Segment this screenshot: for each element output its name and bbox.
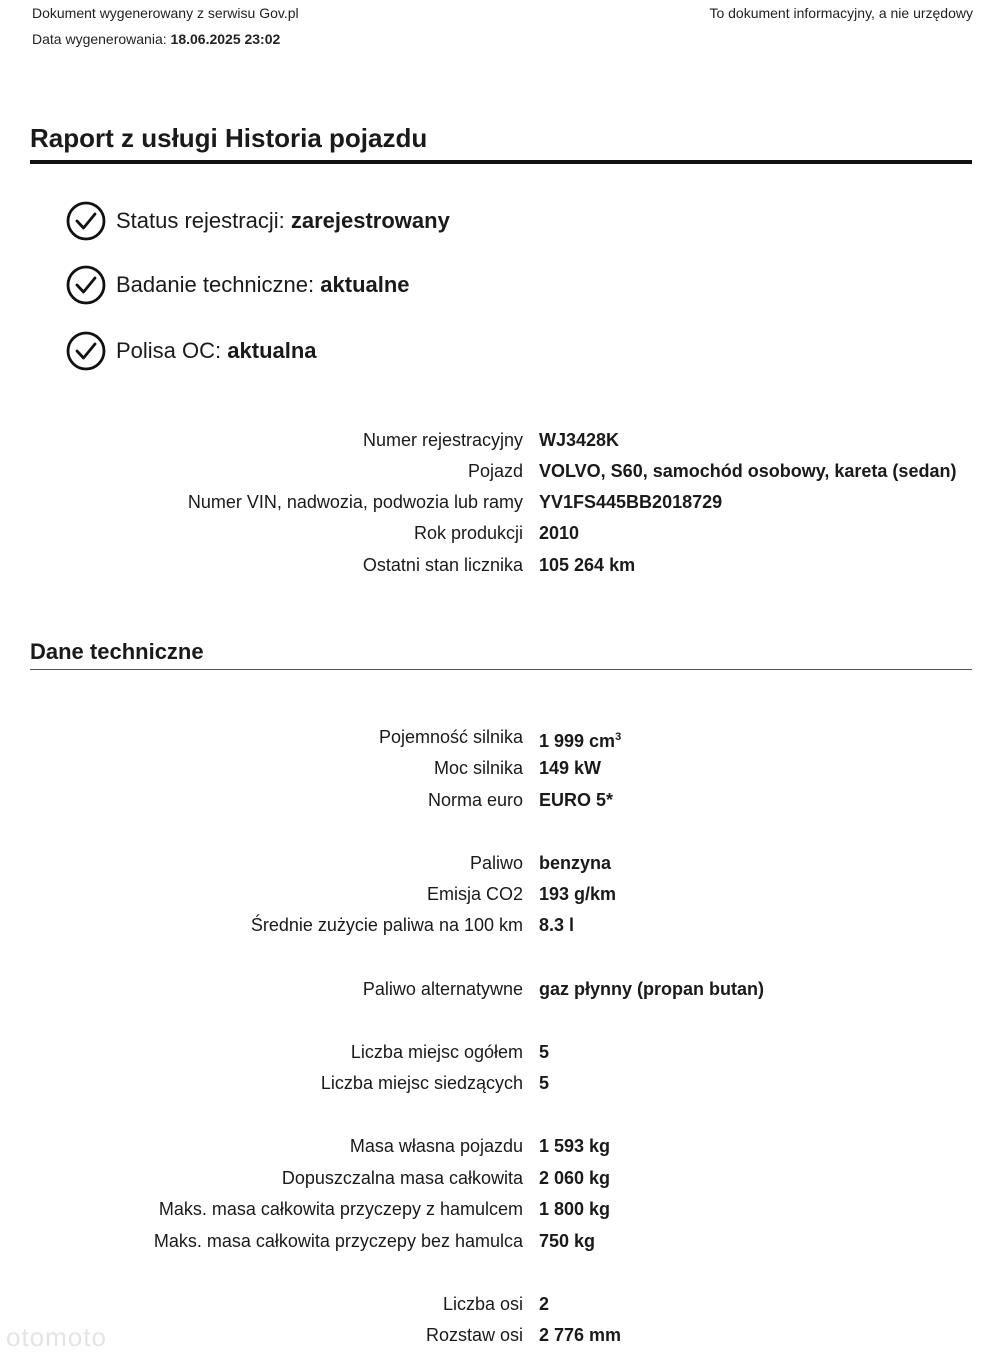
row-value: 5 xyxy=(539,1042,550,1062)
generated-date xyxy=(32,31,280,47)
row-label: Norma euro xyxy=(427,790,523,810)
row-value: 2 xyxy=(539,1294,550,1314)
status-text xyxy=(116,208,450,234)
page-title: Raport z usługi Historia pojazdu xyxy=(30,122,972,164)
tech-row-seats-total xyxy=(0,1038,998,1066)
row-label: Liczba miejsc ogółem xyxy=(350,1042,523,1062)
tech-row-alt-fuel xyxy=(0,975,998,1003)
capacity-superscript: 3 xyxy=(615,731,622,743)
row-value: 193 g/km xyxy=(539,884,617,904)
summary-row-odometer xyxy=(0,551,998,579)
summary-row-vehicle xyxy=(0,457,998,485)
row-value: YV1FS445BB2018729 xyxy=(539,492,723,512)
check-circle-icon xyxy=(66,201,106,241)
row-value: benzyna xyxy=(539,853,612,873)
row-label: Maks. masa całkowita przyczepy bez hamulca xyxy=(153,1231,523,1251)
status-text xyxy=(116,272,410,298)
status-value: aktualna xyxy=(227,338,317,363)
informational-notice: To dokument informacyjny, a nie urzędowy xyxy=(709,5,973,21)
tech-row-seats-sitting xyxy=(0,1069,998,1097)
status-value: aktualne xyxy=(320,272,410,297)
capacity-number: 1 999 cm xyxy=(539,731,616,751)
row-label: Numer VIN, nadwozia, podwozia lub ramy xyxy=(187,492,523,512)
row-label: Pojazd xyxy=(467,461,523,481)
tech-row-power xyxy=(0,754,998,782)
tech-row-curb-weight xyxy=(0,1132,998,1160)
row-label: Moc silnika xyxy=(433,758,523,778)
generated-date-value: 18.06.2025 23:02 xyxy=(170,31,281,47)
row-label: Maks. masa całkowita przyczepy z hamulcem xyxy=(158,1199,523,1219)
row-value: 2 060 kg xyxy=(539,1168,611,1188)
check-circle-icon xyxy=(66,331,106,371)
status-inspection xyxy=(66,265,410,305)
tech-row-wheelbase xyxy=(0,1321,998,1349)
row-value: 5 xyxy=(539,1073,550,1093)
tech-row-trailer-braked xyxy=(0,1195,998,1223)
tech-row-trailer-unbraked xyxy=(0,1227,998,1255)
row-label: Paliwo xyxy=(469,853,523,873)
row-value: 149 kW xyxy=(539,758,602,778)
row-value: 750 kg xyxy=(539,1231,596,1251)
summary-row-registration xyxy=(0,426,998,454)
tech-row-fuel xyxy=(0,849,998,877)
status-label: Status rejestracji: xyxy=(116,208,285,233)
row-label: Średnie zużycie paliwa na 100 km xyxy=(250,915,523,935)
row-value xyxy=(539,723,621,755)
row-label: Emisja CO2 xyxy=(426,884,523,904)
check-circle-icon xyxy=(66,265,106,305)
tech-row-co2 xyxy=(0,880,998,908)
generated-date-label: Data wygenerowania: xyxy=(32,31,167,47)
section-title-technical: Dane techniczne xyxy=(30,638,972,670)
tech-row-gross-weight xyxy=(0,1164,998,1192)
status-text xyxy=(116,338,317,364)
row-value: 1 593 kg xyxy=(539,1136,611,1156)
row-label: Pojemność silnika xyxy=(378,727,523,747)
row-label: Dopuszczalna masa całkowita xyxy=(281,1168,523,1188)
row-value: VOLVO, S60, samochód osobowy, kareta (sedan) xyxy=(539,461,957,481)
row-label: Paliwo alternatywne xyxy=(362,979,523,999)
summary-row-year xyxy=(0,519,998,547)
row-label: Numer rejestracyjny xyxy=(362,430,523,450)
source-note: Dokument wygenerowany z serwisu Gov.pl xyxy=(32,5,299,21)
row-value: WJ3428K xyxy=(539,430,620,450)
row-value: 8.3 l xyxy=(539,915,575,935)
tech-row-consumption xyxy=(0,911,998,939)
row-label: Masa własna pojazdu xyxy=(349,1136,523,1156)
row-value: 2 776 mm xyxy=(539,1325,622,1345)
row-value: EURO 5* xyxy=(539,790,614,810)
status-value: zarejestrowany xyxy=(290,208,450,233)
row-label: Liczba miejsc siedzących xyxy=(320,1073,523,1093)
status-label: Polisa OC: xyxy=(116,338,222,363)
tech-row-euro xyxy=(0,786,998,814)
row-value: 105 264 km xyxy=(539,555,636,575)
row-value: 2010 xyxy=(539,523,580,543)
row-value: gaz płynny (propan butan) xyxy=(539,979,764,999)
row-label: Liczba osi xyxy=(442,1294,523,1314)
tech-row-axles xyxy=(0,1290,998,1318)
summary-row-vin xyxy=(0,488,998,516)
tech-row-capacity xyxy=(0,723,998,751)
row-label: Rok produkcji xyxy=(413,523,523,543)
row-label: Rozstaw osi xyxy=(425,1325,523,1345)
status-insurance xyxy=(66,331,317,371)
row-value: 1 800 kg xyxy=(539,1199,611,1219)
watermark-logo: otomoto xyxy=(6,1322,107,1352)
row-label: Ostatni stan licznika xyxy=(362,555,523,575)
status-label: Badanie techniczne: xyxy=(116,272,315,297)
status-registration xyxy=(66,201,450,241)
